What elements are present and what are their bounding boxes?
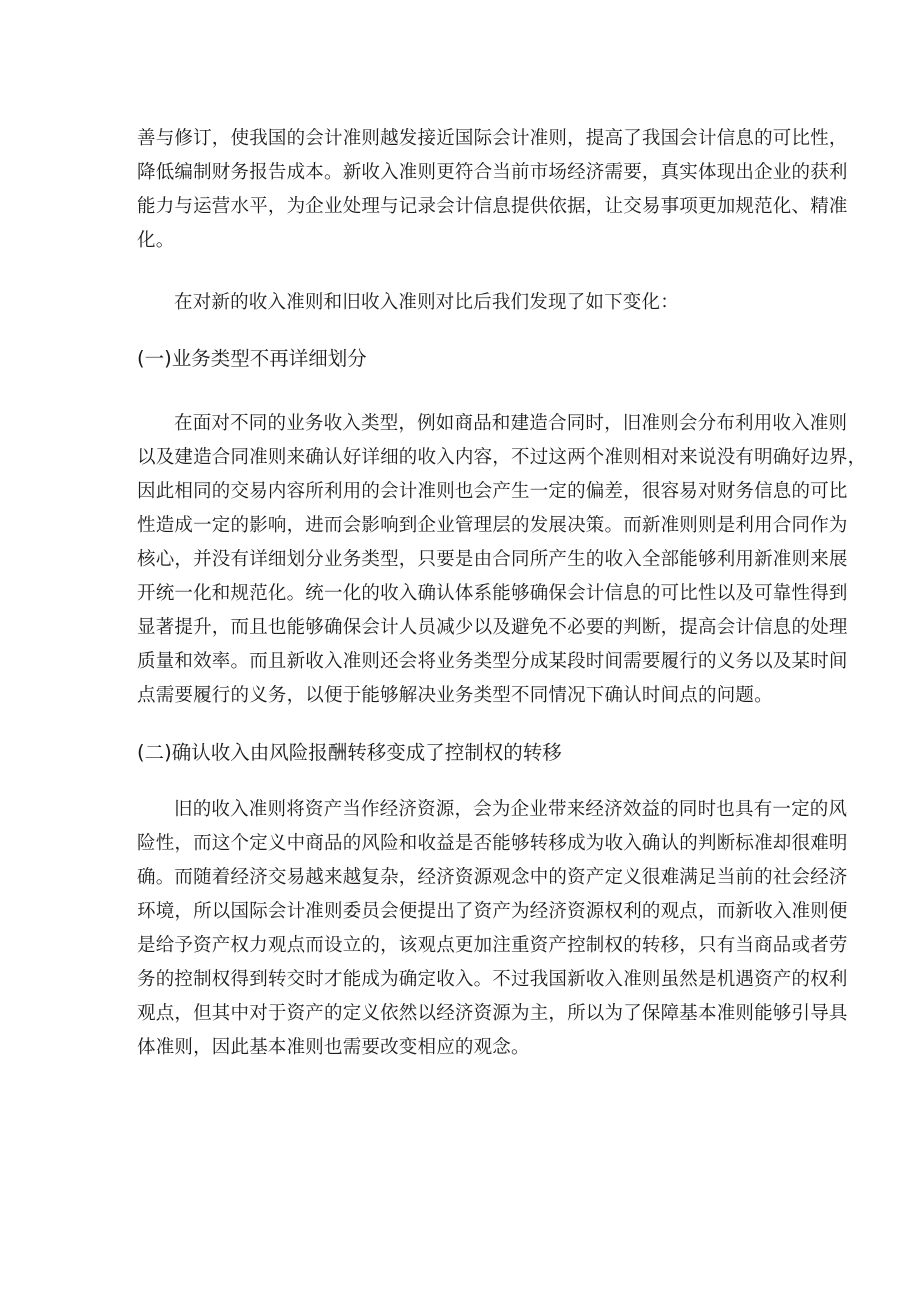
section2-line-2: 险性，而这个定义中商品的风险和收益是否能够转移成为收入确认的判断标准却很难明	[137, 833, 848, 854]
section2-line-6: 务的控制权得到转交时才能成为确定收入。不过我国新收入准则虽然是机遇资产的权利	[137, 969, 848, 990]
transition-paragraph: 在对新的收入准则和旧收入准则对比后我们发现了如下变化：	[174, 292, 679, 313]
section2-line-4: 环境，所以国际会计准则委员会便提出了资产为经济资源权利的观点，而新收入准则便	[137, 901, 848, 922]
section1-line-7: 显著提升，而且也能够确保会计人员减少以及避免不必要的判断，提高会计信息的处理	[137, 617, 848, 638]
section2-line-5: 是给予资产权力观点而设立的，该观点更加注重资产控制权的转移，只有当商品或者劳	[137, 935, 848, 956]
section1-line-4: 性造成一定的影响，进而会影响到企业管理层的发展决策。而新准则则是利用合同作为	[137, 515, 848, 536]
section1-line-2: 以及建造合同准则来确认好详细的收入内容，不过这两个准则相对来说没有明确好边界，	[137, 447, 867, 468]
section2-heading: (二)确认收入由风险报酬转移变成了控制权的转移	[137, 741, 562, 764]
section2-line-7: 观点，但其中对于资产的定义依然以经济资源为主，所以为了保障基本准则能够引导具	[137, 1003, 848, 1024]
intro-line-1: 善与修订，使我国的会计准则越发接近国际会计准则，提高了我国会计信息的可比性，	[137, 128, 848, 149]
intro-line-4: 化。	[137, 230, 175, 251]
section2-line-3: 确。而随着经济交易越来越复杂，经济资源观念中的资产定义很难满足当前的社会经济	[137, 867, 848, 888]
section1-heading: (一)业务类型不再详细划分	[137, 347, 367, 370]
section1-line-6: 开统一化和规范化。统一化的收入确认体系能够确保会计信息的可比性以及可靠性得到	[137, 583, 848, 604]
section1-line-5: 核心，并没有详细划分业务类型，只要是由合同所产生的收入全部能够利用新准则来展	[137, 549, 848, 570]
section2-line-1: 旧的收入准则将资产当作经济资源，会为企业带来经济效益的同时也具有一定的风	[174, 799, 848, 820]
section2-line-8: 体准则，因此基本准则也需要改变相应的观念。	[137, 1037, 530, 1058]
section1-line-3: 因此相同的交易内容所利用的会计准则也会产生一定的偏差，很容易对财务信息的可比	[137, 481, 848, 502]
section1-line-9: 点需要履行的义务，以便于能够解决业务类型不同情况下确认时间点的问题。	[137, 685, 773, 706]
section1-line-1: 在面对不同的业务收入类型，例如商品和建造合同时，旧准则会分布利用收入准则	[174, 413, 848, 434]
section1-line-8: 质量和效率。而且新收入准则还会将业务类型分成某段时间需要履行的义务以及某时间	[137, 651, 848, 672]
intro-line-2: 降低编制财务报告成本。新收入准则更符合当前市场经济需要，真实体现出企业的获利	[137, 162, 848, 183]
intro-line-3: 能力与运营水平，为企业处理与记录会计信息提供依据，让交易事项更加规范化、精准	[137, 196, 848, 217]
